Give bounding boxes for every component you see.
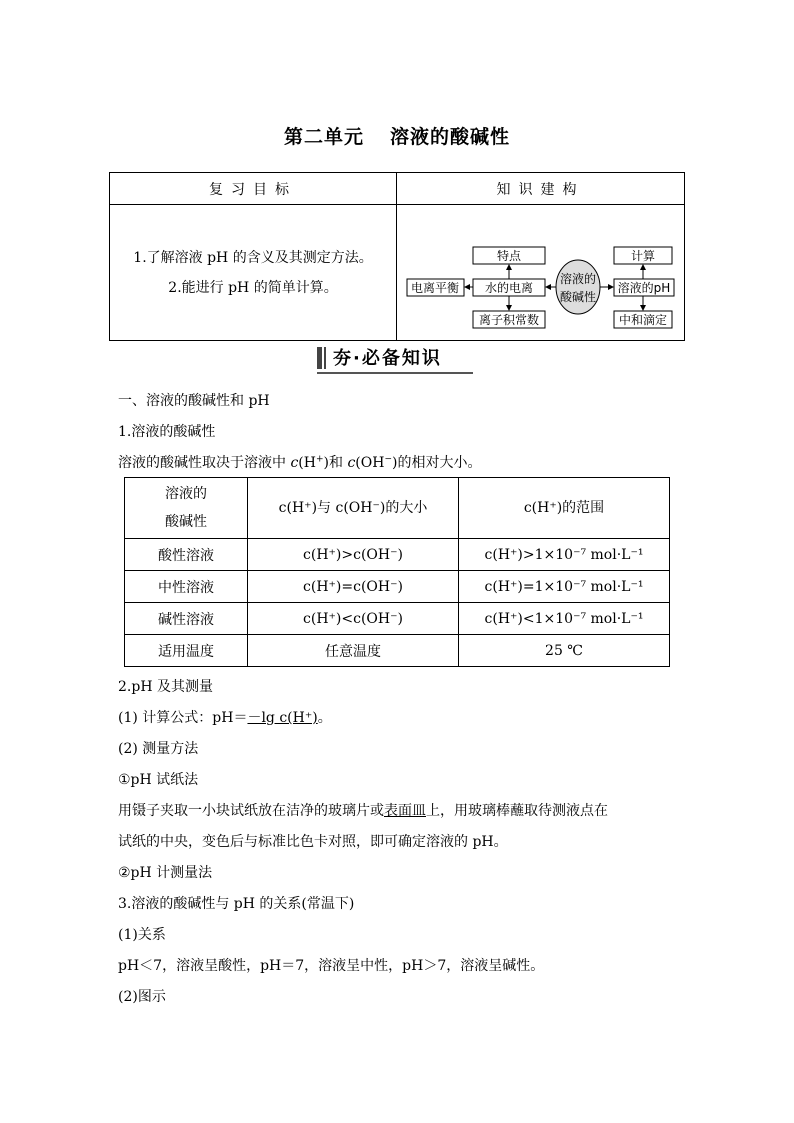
section-banner — [317, 344, 473, 374]
subheading-ph: 2.pH 及其测量 — [118, 679, 213, 695]
title-part2: 溶液的酸碱性 — [390, 126, 511, 148]
cell-relation: 任意温度 — [248, 635, 459, 667]
page-title — [0, 122, 794, 149]
knowledge-header: 知识建构 — [397, 173, 685, 205]
goals-cell — [110, 205, 397, 341]
label-bottom-left: 离子积常数 — [478, 313, 540, 327]
goal-2: 2.能进行 pH 的简单计算。 — [168, 279, 338, 296]
cell-range: c(H⁺)=1×10⁻⁷ mol·L⁻¹ — [459, 571, 670, 603]
acidity-table — [124, 477, 670, 667]
label-water: 水的电离 — [484, 281, 534, 295]
method-2: ②pH 计测量法 — [118, 865, 213, 881]
cell-name: 适用温度 — [125, 635, 248, 667]
label-top-left: 特点 — [496, 249, 522, 263]
cell-relation: c(H⁺)<c(OH⁻) — [248, 603, 459, 635]
cell-name: 碱性溶液 — [125, 603, 248, 635]
center-line2: 酸碱性 — [559, 290, 597, 304]
overview-table — [109, 172, 685, 341]
para-acidity: 溶液的酸碱性取决于溶液中 c(H+)和 c(OH−)的相对大小。 — [118, 454, 482, 471]
label-top-right: 计算 — [630, 249, 656, 263]
cell-range: c(H⁺)<1×10⁻⁷ mol·L⁻¹ — [459, 603, 670, 635]
cell-name: 中性溶液 — [125, 571, 248, 603]
relation-text: pH＜7，溶液呈酸性，pH＝7，溶液呈中性，pH＞7，溶液呈碱性。 — [118, 958, 545, 974]
center-line1: 溶液的 — [559, 272, 597, 286]
th-type: 溶液的 酸碱性 — [125, 478, 248, 539]
method-1-text-2: 试纸的中央，变色后与标准比色卡对照，即可确定溶液的 pH。 — [118, 834, 508, 850]
title-part1: 第二单元 — [283, 126, 364, 148]
method-1-text-1: 用镊子夹取一小块试纸放在洁净的玻璃片或表面皿上，用玻璃棒蘸取待测液点在 — [118, 803, 608, 819]
cell-range: 25 ℃ — [459, 635, 670, 667]
goal-1: 1.了解溶液 pH 的含义及其测定方法。 — [133, 249, 373, 266]
table-row — [125, 603, 670, 635]
th-relation: c(H⁺)与 c(OH⁻)的大小 — [248, 478, 459, 539]
banner-text: 夯·必备知识 — [333, 348, 442, 369]
figure-label: (2)图示 — [118, 989, 166, 1005]
table-row — [125, 539, 670, 571]
method-heading: (2) 测量方法 — [118, 741, 199, 757]
label-left: 电离平衡 — [410, 281, 460, 295]
goals-header: 复习目标 — [110, 173, 397, 205]
cell-name: 酸性溶液 — [125, 539, 248, 571]
subheading-acidity: 1.溶液的酸碱性 — [118, 424, 216, 440]
th-range: c(H⁺)的范围 — [459, 478, 670, 539]
section-heading-1: 一、溶液的酸碱性和 pH — [118, 393, 270, 409]
table-row — [125, 635, 670, 667]
table-row — [125, 571, 670, 603]
subheading-relation: 3.溶液的酸碱性与 pH 的关系(常温下) — [118, 896, 355, 912]
cell-relation: c(H⁺)>c(OH⁻) — [248, 539, 459, 571]
center-ellipse — [556, 260, 600, 314]
cell-relation: c(H⁺)=c(OH⁻) — [248, 571, 459, 603]
knowledge-diagram-cell — [397, 205, 685, 341]
relation-label: (1)关系 — [118, 927, 166, 943]
label-bottom-right: 中和滴定 — [618, 313, 668, 327]
method-1: ①pH 试纸法 — [118, 772, 199, 788]
knowledge-diagram — [397, 205, 686, 340]
label-right: 溶液的pH — [617, 281, 671, 295]
formula-line: (1) 计算公式：pH＝－lg c(H⁺)。 — [118, 710, 332, 726]
cell-range: c(H⁺)>1×10⁻⁷ mol·L⁻¹ — [459, 539, 670, 571]
